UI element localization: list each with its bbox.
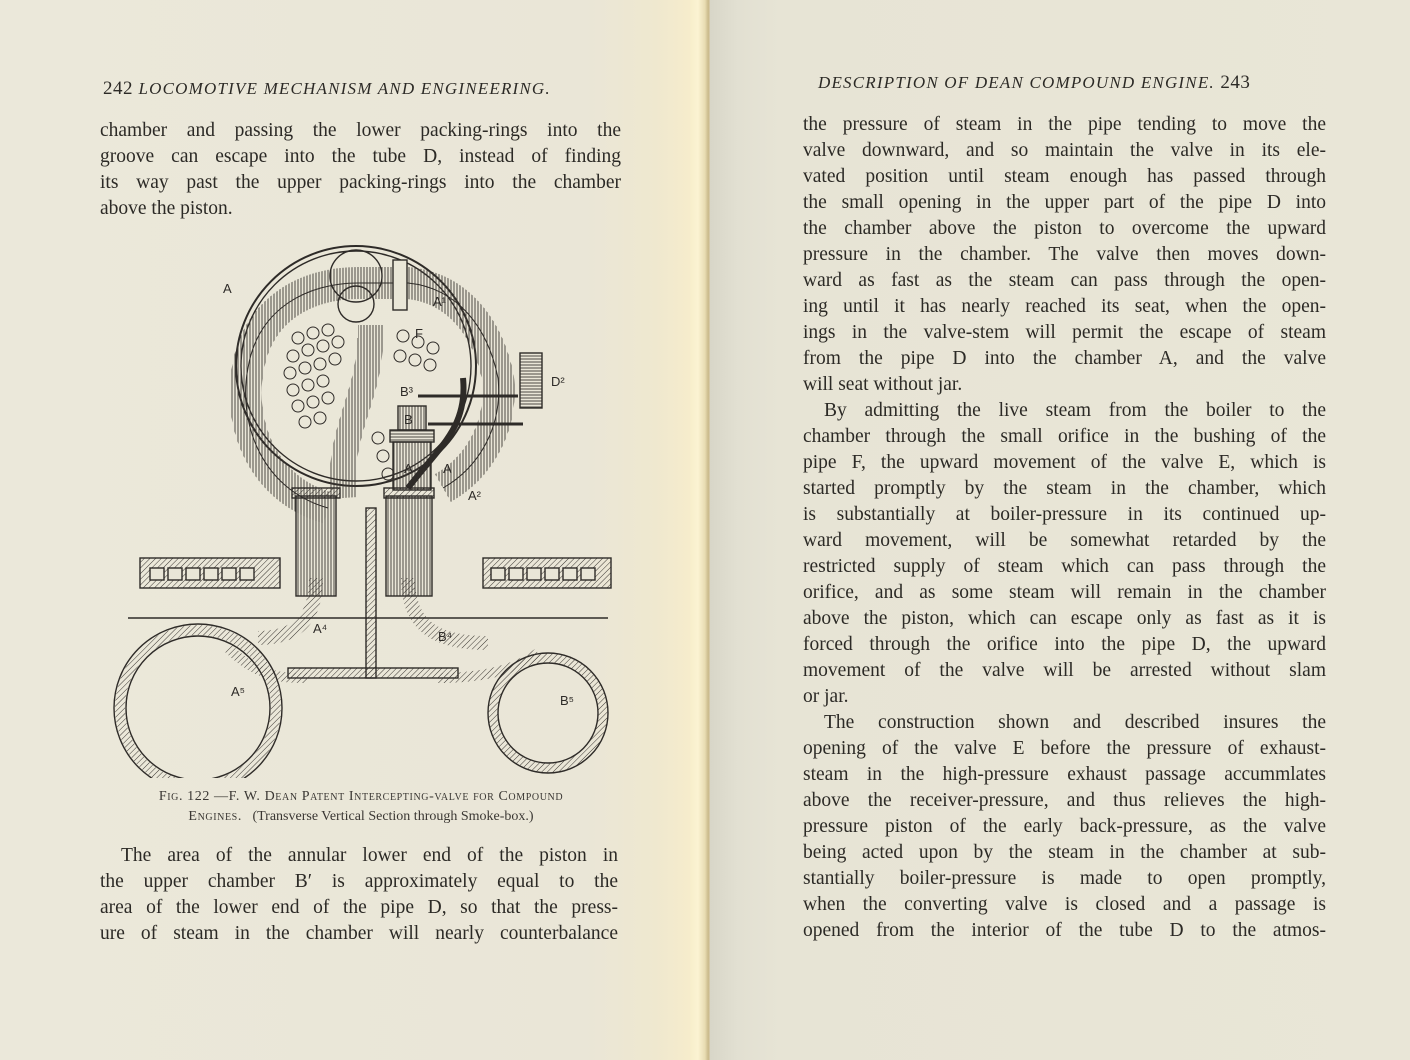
text-line: forced through the orifice into the pipe D, the upward: [803, 634, 1326, 655]
text-line: the small opening in the upper part of the pipe D into: [803, 192, 1326, 213]
figure-caption: [100, 787, 622, 827]
text-line: chamber through the small orifice in the bushing of the: [803, 426, 1326, 447]
figure-label: D²: [551, 374, 565, 389]
text-line: The construction shown and described insures the: [824, 712, 1326, 733]
figure-caption-engines: Engines.: [188, 809, 242, 824]
text-line: pressure piston of the early back-pressure, as the valve: [803, 816, 1326, 837]
text-line: pipe F, the upward movement of the valve E, which is: [803, 452, 1326, 473]
figure-label: A²: [468, 488, 481, 503]
text-line: movement of the valve will be arrested without slam: [803, 660, 1326, 681]
figure-label: B⁵: [560, 693, 575, 708]
left-bottom-paragraph: [100, 843, 618, 947]
right-running-head-title: DESCRIPTION OF DEAN COMPOUND ENGINE.: [818, 73, 1215, 92]
figure-label: A¹: [433, 294, 446, 309]
left-running-head-title: LOCOMOTIVE MECHANISM AND ENGINEERING.: [138, 79, 551, 98]
text-line: area of the lower end of the pipe D, so that the press-: [100, 897, 618, 918]
text-line: the chamber above the piston to overcome the upward: [803, 218, 1326, 239]
text-line: opening of the valve E before the pressure of exhaust-: [803, 738, 1326, 759]
figure-label: F: [415, 326, 423, 341]
text-line: opened from the interior of the tube D to the atmos-: [803, 920, 1326, 941]
right-running-head: [818, 72, 1250, 94]
figure-label: A: [223, 281, 232, 296]
text-line: ings in the valve-stem will permit the escape of steam: [803, 322, 1326, 343]
left-running-head: [103, 78, 551, 100]
figure-caption-line1: Fig. 122 —F. W. Dean Patent Intercepting-valve for Compound: [158, 789, 564, 804]
text-line: restricted supply of steam which can pass through the: [803, 556, 1326, 577]
figure-label: B⁴: [438, 629, 453, 644]
figure-label: A⁴: [313, 621, 328, 636]
text-line: above the piston, which can escape only as fast as it is: [803, 608, 1326, 629]
intercepting-valve-figure: [108, 238, 620, 778]
text-line: started promptly by the steam in the chamber, which: [803, 478, 1326, 499]
figure-label: B: [404, 412, 413, 427]
left-top-paragraph: [100, 118, 621, 222]
text-line: By admitting the live steam from the boiler to the: [824, 400, 1326, 421]
figure-label: A: [404, 461, 413, 476]
text-line: from the pipe D into the chamber A, and the valve: [803, 348, 1326, 369]
text-line: ward movement, will be somewhat retarded by the: [803, 530, 1326, 551]
text-line: is substantially at boiler-pressure in its continued up-: [803, 504, 1326, 525]
text-line: will seat without jar.: [803, 374, 963, 395]
text-line: its way past the upper packing-rings into the chamber: [100, 172, 621, 193]
text-line: when the converting valve is closed and a passage is: [803, 894, 1326, 915]
text-line: the pressure of steam in the pipe tending to move the: [803, 114, 1326, 135]
text-line: stantially boiler-pressure is made to open promptly,: [803, 868, 1326, 889]
book-gutter: [690, 0, 710, 1060]
text-line: being acted upon by the steam in the chamber at sub-: [803, 842, 1326, 863]
figure-label: A: [443, 461, 452, 476]
right-page-body: [803, 112, 1326, 944]
text-line: groove can escape into the tube D, instead of finding: [100, 146, 621, 167]
text-line: The area of the annular lower end of the piston in: [121, 845, 618, 866]
right-page-number: 243: [1220, 72, 1251, 93]
text-line: chamber and passing the lower packing-rings into the: [100, 120, 621, 141]
left-page-number: 242: [103, 78, 133, 99]
text-line: or jar.: [803, 686, 849, 707]
figure-label: B³: [400, 384, 413, 399]
text-line: valve downward, and so maintain the valve in its ele-: [803, 140, 1326, 161]
text-line: ward as fast as the steam can pass through the open-: [803, 270, 1326, 291]
text-line: above the receiver-pressure, and thus relieves the high-: [803, 790, 1326, 811]
figure-caption-subtitle: (Transverse Vertical Section through Smoke-box.): [252, 809, 534, 824]
text-line: steam in the high-pressure exhaust passage accummlates: [803, 764, 1326, 785]
text-line: above the piston.: [100, 198, 233, 219]
text-line: ure of steam in the chamber will nearly counterbalance: [100, 923, 618, 944]
text-line: orifice, and as some steam will remain in the chamber: [803, 582, 1326, 603]
figure-label: A⁵: [231, 684, 246, 699]
text-line: ing until it has nearly reached its seat, when the open-: [803, 296, 1326, 317]
text-line: the upper chamber B′ is approximately equal to the: [100, 871, 618, 892]
text-line: pressure in the chamber. The valve then moves down-: [803, 244, 1326, 265]
text-line: vated position until steam enough has passed through: [803, 166, 1326, 187]
left-page: [0, 0, 690, 1060]
